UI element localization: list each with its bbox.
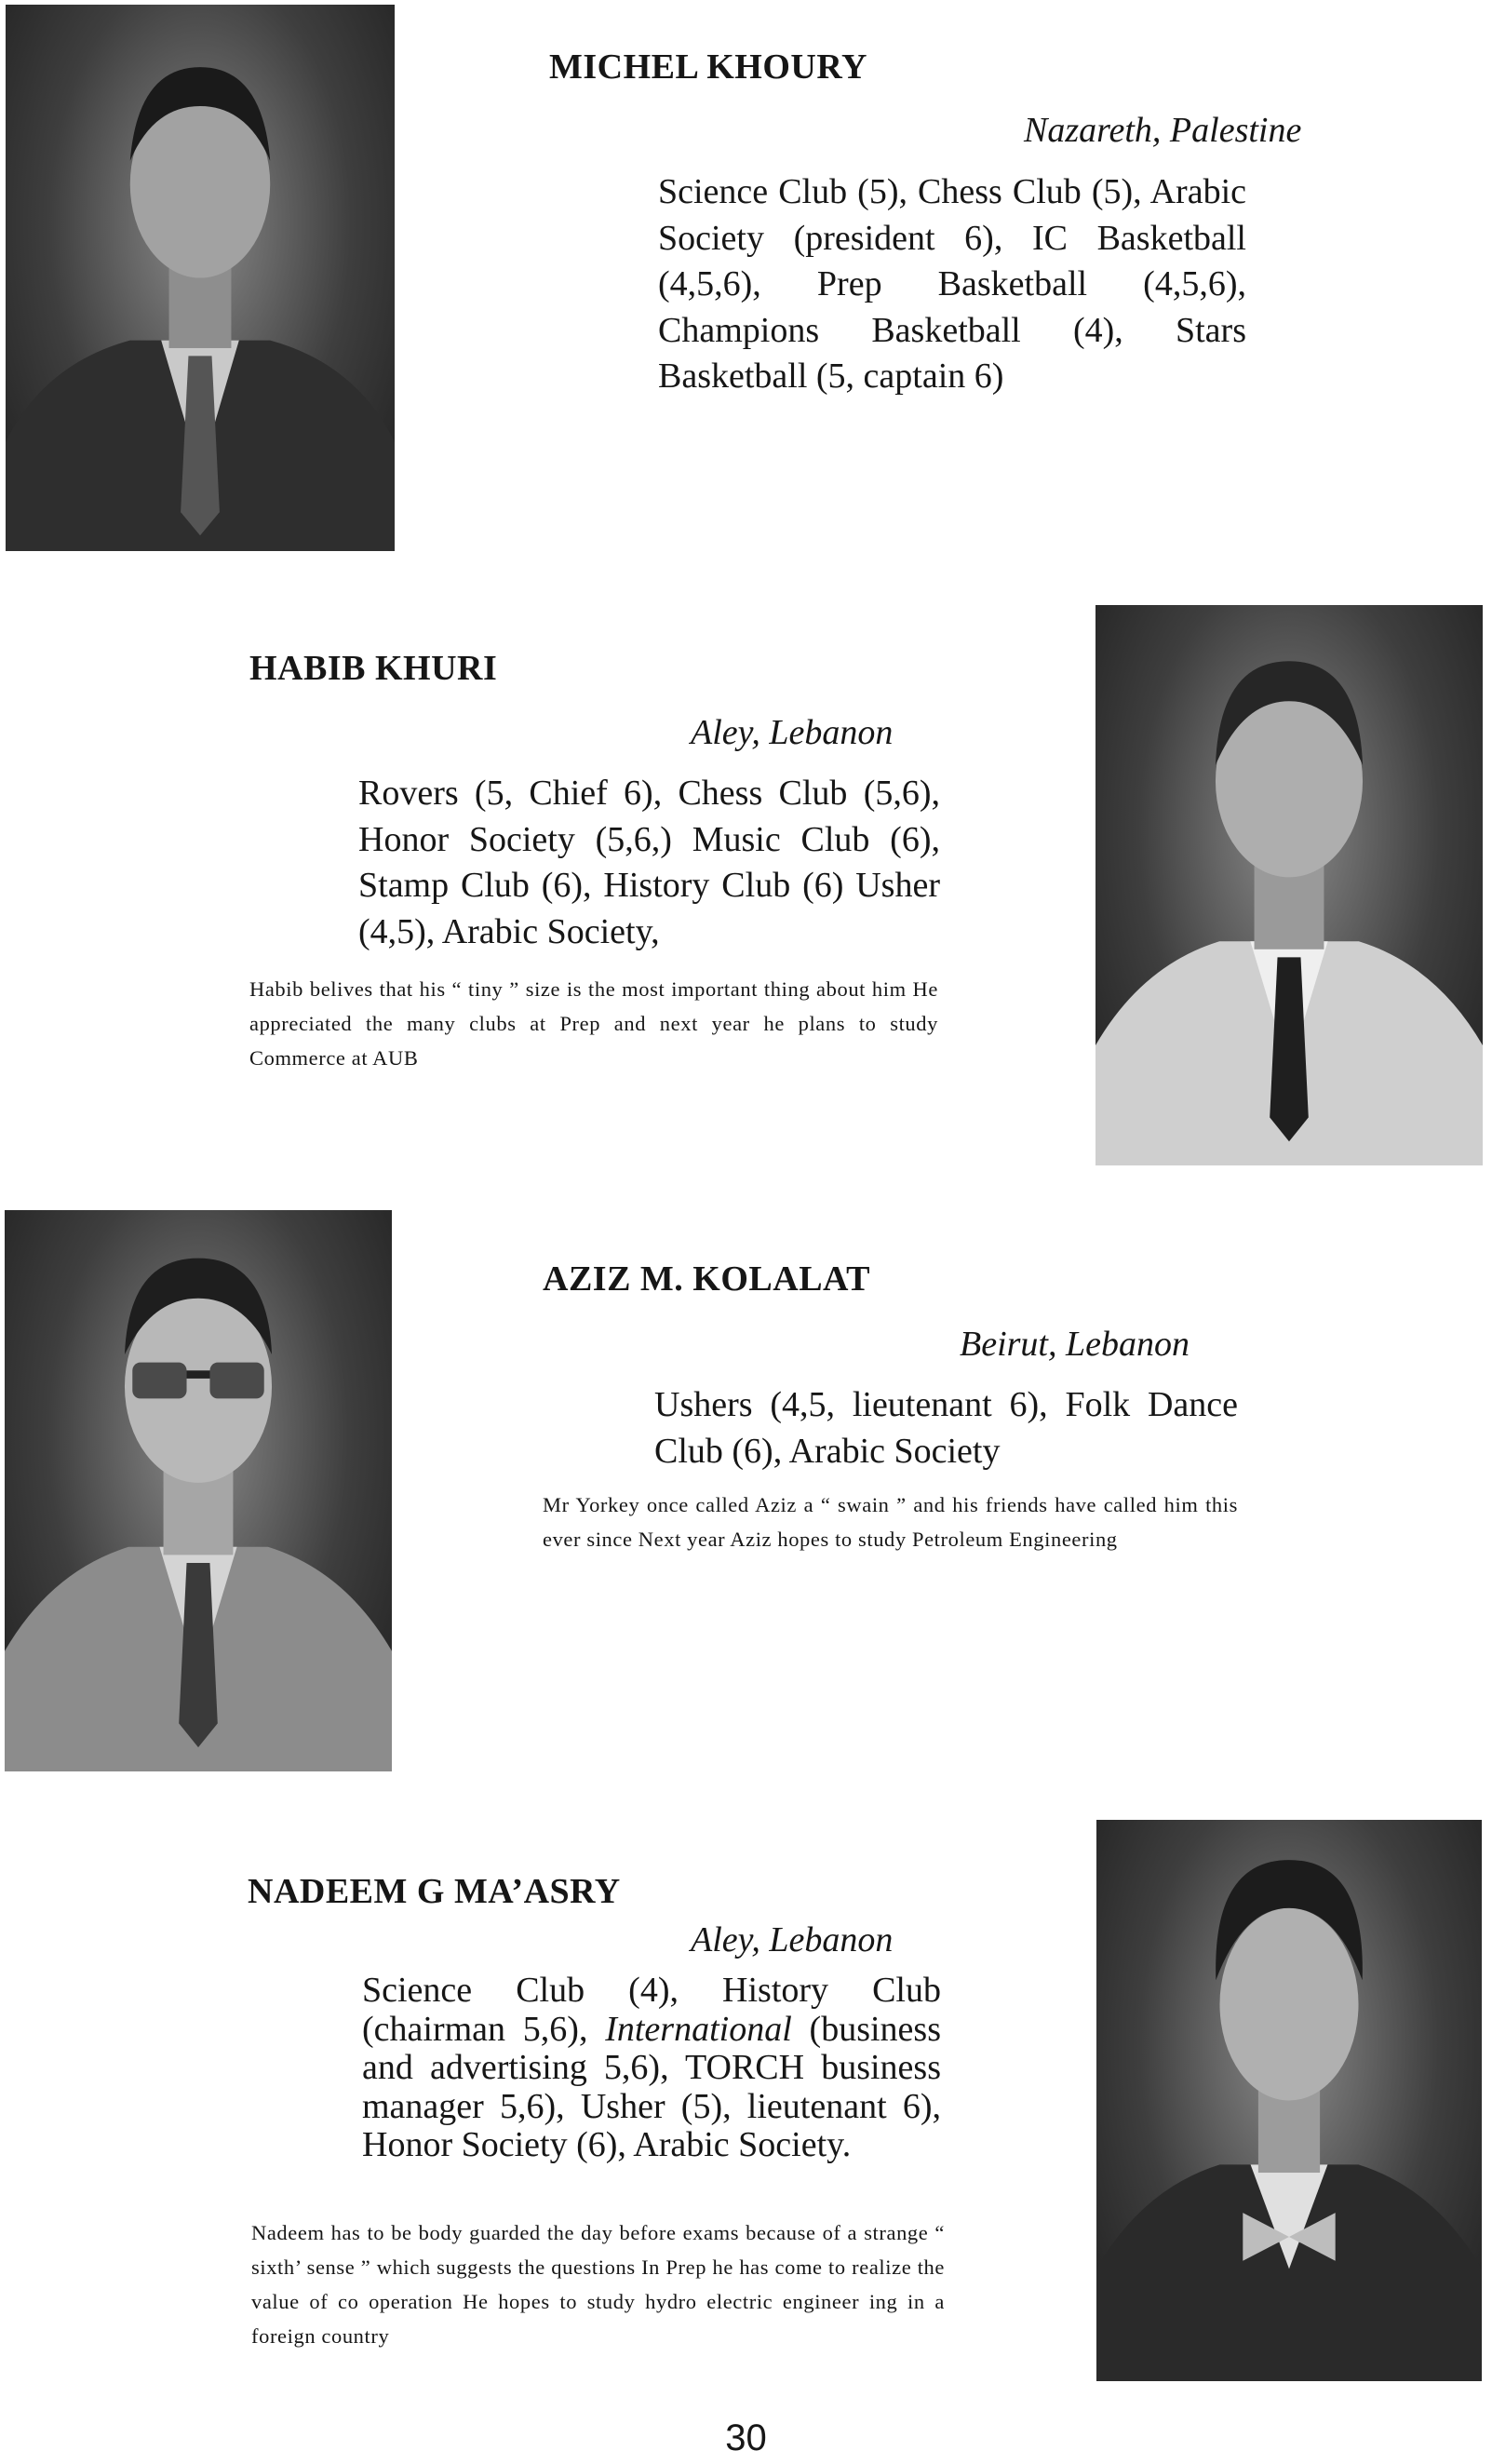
activities-text: (business and advertising 5,6), TORCH business manager 5,6), Usher (5), lieutenant 6), Honor Society (6), Arabic Society.	[362, 2009, 941, 2164]
student-activities	[362, 1972, 941, 2165]
student-note: Nadeem has to be body guarded the day before exams because of a strange “ sixth’ sense ” which suggests the questions In Prep he has come to realize the value of co operation He hopes to study hydro electric engineer ing in a foreign country	[251, 2221, 945, 2348]
portrait-figure	[6, 5, 395, 551]
student-name: MICHEL KHOURY	[549, 47, 867, 87]
portrait-figure	[1096, 1820, 1482, 2381]
portrait-photo-aziz-kolalat	[5, 1210, 392, 1771]
activities-text: Science Club (4), History Club (chairman 5,6),	[362, 1971, 941, 2049]
student-activities: Ushers (4,5, lieutenant 6), Folk Dance Club (6), Arabic Society	[654, 1385, 1238, 1471]
student-activities: Rovers (5, Chief 6), Chess Club (5,6), Honor Society (5,6,) Music Club (6), Stamp Club (6), History Club (6) Usher (4,5), Arabic Society,	[358, 774, 940, 951]
portrait-figure	[1095, 605, 1483, 1165]
activities-italic: International	[605, 2009, 792, 2049]
student-hometown: Nazareth, Palestine	[1024, 111, 1302, 150]
portrait-figure	[5, 1210, 392, 1771]
student-note: Habib belives that his “ tiny ” size is the most important thing about him He appreciated the many clubs at Prep and next year he plans to study Commerce at AUB	[249, 977, 938, 1070]
student-note: Mr Yorkey once called Aziz a “ swain ” and his friends have called him this ever since Next year Aziz hopes to study Petroleum Engineering	[543, 1493, 1238, 1551]
portrait-photo-habib-khuri	[1095, 605, 1483, 1165]
student-hometown: Beirut, Lebanon	[960, 1325, 1190, 1364]
student-name: AZIZ M. KOLALAT	[543, 1259, 871, 1299]
student-hometown: Aley, Lebanon	[691, 713, 894, 752]
portrait-photo-michel-khoury	[6, 5, 395, 551]
student-activities: Science Club (5), Chess Club (5), Arabic Society (president 6), IC Basketball (4,5,6), Prep Basketball (4,5,6), Champions Basketball (4), Stars Basketball (5, captain 6)	[658, 172, 1246, 396]
student-name: HABIB KHURI	[249, 649, 498, 688]
page-number: 30	[725, 2417, 767, 2458]
student-hometown: Aley, Lebanon	[691, 1920, 894, 1959]
portrait-photo-nadeem-maasry	[1096, 1820, 1482, 2381]
student-name: NADEEM G MA’ASRY	[248, 1872, 621, 1911]
